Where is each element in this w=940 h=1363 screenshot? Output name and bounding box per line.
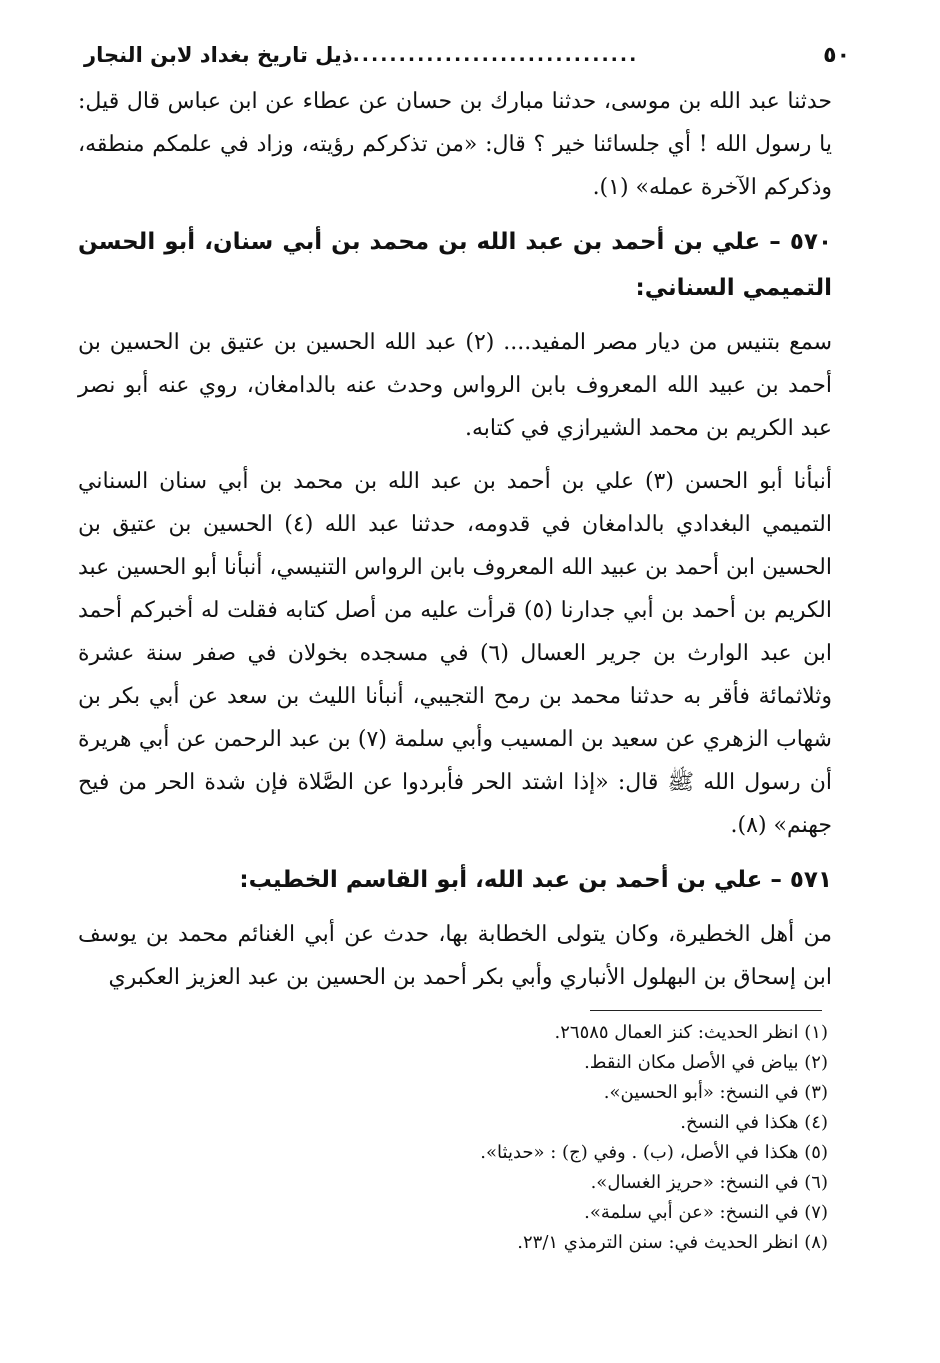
footnotes — [300, 1018, 828, 1258]
footnote-item: (٣) في النسخ: «أبو الحسين». — [603, 1082, 828, 1103]
footnote-separator — [590, 1010, 822, 1011]
entry-heading-571: ٥٧١ – علي بن أحمد بن عبد الله، أبو القاسم الخطيب: — [239, 867, 832, 893]
footnote-item: (١) انظر الحديث: كنز العمال ٢٦٥٨٥. — [554, 1022, 828, 1043]
running-title-group — [84, 43, 646, 67]
header-dots: ............................... — [352, 44, 639, 66]
entry-heading-570: ٥٧٠ – علي بن أحمد بن عبد الله بن محمد بن أبي سنان، أبو الحسن التميمي السناني: — [78, 229, 832, 301]
paragraph-biography-570: سمع بتنيس من ديار مصر المفيد.... (٢) عبد الله الحسين بن عتيق بن الحسين بن أحمد بن عبيد الله المعروف بابن الرواس وحدث عنه بالدامغان، روي عنه أبو نصر عبد الكريم بن محمد الشيرازي في كتابه. — [78, 330, 832, 441]
footnote-item: (٨) انظر الحديث في: سنن الترمذي ٢٣/١. — [517, 1232, 828, 1253]
main-text — [78, 80, 832, 1009]
running-title: ذيل تاريخ بغداد لابن النجار — [84, 43, 353, 67]
page-number: ٥٠ — [823, 42, 850, 68]
paragraph-hadith-companions: حدثنا عبد الله بن موسى، حدثنا مبارك بن حسان عن عطاء عن ابن عباس قال قيل: يا رسول الله ! أي جلسائنا خير ؟ قال: «من تذكركم رؤيته، وزاد في علمكم منطقه، وذكركم الآخرة عمله» (١). — [78, 89, 832, 200]
footnote-item: (٢) بياض في الأصل مكان النقط. — [584, 1052, 828, 1073]
paragraph-biography-571: من أهل الخطيرة، وكان يتولى الخطابة بها، حدث عن أبي الغنائم محمد بن يوسف ابن إسحاق بن البهلول الأنباري وأبي بكر أحمد بن الحسين بن عبد العزيز العكبري — [78, 922, 832, 990]
footnote-item: (٧) في النسخ: «عن أبي سلمة». — [584, 1202, 828, 1223]
footnote-item: (٦) في النسخ: «حريز الغسال». — [590, 1172, 828, 1193]
footnote-item: (٥) هكذا في الأصل، (ب) . وفي (ج) : «حديثا». — [480, 1142, 828, 1163]
paragraph-isnad-570: أنبأنا أبو الحسن (٣) علي بن أحمد بن عبد الله بن محمد بن أبي سنان السناني التميمي البغدادي بالدامغان في قدومه، حدثنا عبد الله (٤) الحسين بن عتيق بن الحسين ابن أحمد بن عبيد الله المعروف بابن الرواس التنيسي، أنبأنا أبو الحسين عبد الكريم بن أحمد بن أبي جدارنا (٥) قرأت عليه من أصل كتابه فقلت له أخبركم أحمد ابن عبد الوارث بن جرير العسال (٦) في مسجده بخولان في صفر سنة عشرة وثلاثمائة فأقر به حدثنا محمد بن رمح التجيبي، أنبأنا الليث بن سعد عن أبي بكر بن شهاب الزهري عن سعيد بن المسيب وأبي سلمة (٧) بن عبد الرحمن عن أبي هريرة أن رسول الله ﷺ قال: «إذا اشتد الحر فأبردوا عن الصَّلاة فإن شدة الحر من فيح جهنم» (٨). — [78, 469, 833, 838]
running-header — [84, 38, 850, 72]
footnote-item: (٤) هكذا في النسخ. — [680, 1112, 828, 1133]
